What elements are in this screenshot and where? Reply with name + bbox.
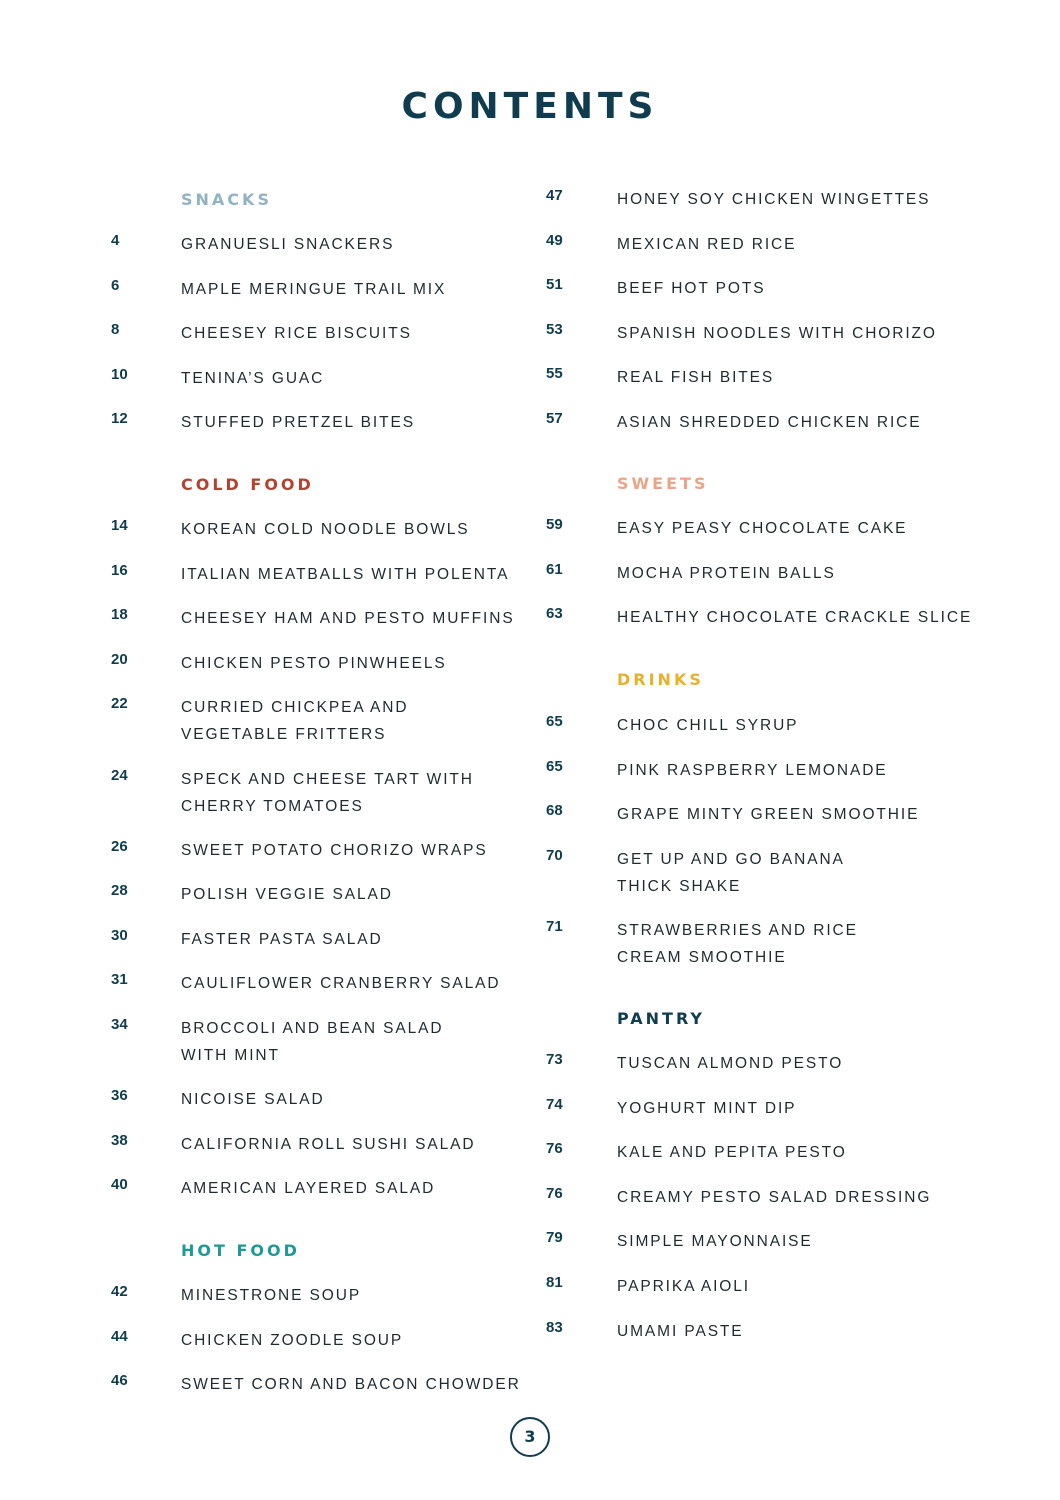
toc-page-number: 51: [546, 276, 563, 294]
toc-page-number: 40: [111, 1176, 128, 1194]
section-heading-pantry: PANTRY: [617, 1009, 705, 1028]
toc-entry-title-line: SWEET POTATO CHORIZO WRAPS: [181, 841, 488, 859]
toc-entry-title-line: CHEESEY RICE BISCUITS: [181, 325, 412, 343]
toc-page-number: 46: [111, 1372, 128, 1390]
toc-entry-title-line: PINK RASPBERRY LEMONADE: [617, 761, 888, 779]
toc-page-number: 20: [111, 650, 128, 668]
toc-entry: [181, 970, 500, 997]
toc-entry-title-line: CHICKEN PESTO PINWHEELS: [181, 654, 447, 672]
toc-entry-title-line: WITH MINT: [181, 1047, 280, 1064]
toc-entry-title-line: SPANISH NOODLES WITH CHORIZO: [617, 324, 937, 342]
toc-entry: [181, 561, 509, 588]
toc-entry-title-line: GET UP AND GO BANANA: [617, 850, 845, 868]
toc-entry: [181, 276, 446, 303]
toc-page-number: 68: [546, 802, 563, 820]
toc-entry-title-line: ASIAN SHREDDED CHICKEN RICE: [617, 414, 922, 431]
toc-entry: [181, 605, 515, 632]
toc-page-number: 74: [546, 1095, 563, 1113]
toc-entry: [617, 320, 937, 347]
toc-entry-title-line: BROCCOLI AND BEAN SALAD: [181, 1020, 444, 1037]
page-title: CONTENTS: [401, 86, 659, 127]
toc-page-number: 12: [111, 410, 128, 428]
toc-entry-title-line: KALE AND PEPITA PESTO: [617, 1144, 847, 1162]
toc-entry-title-line: SPECK AND CHEESE TART WITH: [181, 770, 474, 788]
toc-entry: [617, 275, 765, 302]
toc-entry-title-line: NICOISE SALAD: [181, 1091, 325, 1109]
toc-entry-title-line: CURRIED CHICKPEA AND: [181, 699, 409, 717]
toc-entry-title-line: BEEF HOT POTS: [617, 280, 766, 298]
toc-entry: [617, 1139, 847, 1166]
toc-page-number: 16: [111, 561, 128, 579]
section-heading-cold-food: COLD FOOD: [181, 475, 314, 494]
toc-entry-title-line: MAPLE MERINGUE TRAIL MIX: [181, 280, 447, 298]
toc-entry-title-line: CHICKEN ZOODLE SOUP: [181, 1331, 404, 1349]
toc-entry: [181, 926, 383, 953]
toc-entry-title-line: VEGETABLE FRITTERS: [181, 726, 387, 744]
toc-entry-title-line: MOCHA PROTEIN BALLS: [617, 564, 836, 582]
toc-page-number: 47: [546, 187, 563, 204]
toc-page-number: 4: [111, 232, 120, 249]
toc-page-number: 24: [111, 766, 128, 784]
section-heading-drinks: DRINKS: [617, 670, 704, 689]
toc-page-number: 49: [546, 231, 563, 249]
toc-entry-title-line: YOGHURT MINT DIP: [617, 1099, 797, 1117]
page-number-badge: 3: [510, 1417, 550, 1457]
toc-entry-title-line: HONEY SOY CHICKEN WINGETTES: [617, 191, 931, 208]
toc-entry-title-line: CHERRY TOMATOES: [181, 797, 364, 815]
section-heading-hot-food: HOT FOOD: [181, 1241, 300, 1260]
toc-page-number: 61: [546, 560, 563, 578]
toc-page-number: 34: [111, 1016, 128, 1033]
toc-entry: [181, 231, 394, 258]
toc-page-number: 6: [111, 276, 120, 294]
toc-entry-title-line: TUSCAN ALMOND PESTO: [617, 1055, 844, 1072]
toc-entry: [617, 1228, 813, 1255]
toc-entry-title-line: SIMPLE MAYONNAISE: [617, 1233, 813, 1251]
toc-page-number: 76: [546, 1184, 563, 1202]
toc-entry: [181, 650, 447, 677]
section-heading-snacks: SNACKS: [181, 190, 272, 209]
toc-entry: [181, 1327, 403, 1354]
toc-page-number: 14: [111, 517, 128, 534]
section-heading-sweets: SWEETS: [617, 474, 709, 493]
toc-entry-title-line: REAL FISH BITES: [617, 369, 775, 387]
toc-entry: [181, 1282, 361, 1309]
toc-entry: [181, 1131, 476, 1158]
toc-entry: [181, 1371, 521, 1398]
toc-entry-title-line: CREAMY PESTO SALAD DRESSING: [617, 1188, 932, 1206]
toc-entry: [181, 1086, 325, 1113]
toc-entry-title-line: CREAM SMOOTHIE: [617, 948, 787, 966]
toc-page-number: 36: [111, 1087, 128, 1105]
toc-entry-title-line: CHEESEY HAM AND PESTO MUFFINS: [181, 610, 515, 628]
toc-page-number: 65: [546, 713, 563, 730]
toc-entry: [181, 320, 412, 347]
toc-page-number: 22: [111, 695, 128, 713]
toc-page-number: 38: [111, 1131, 128, 1149]
toc-entry: [617, 917, 858, 971]
toc-entry-title-line: PAPRIKA AIOLI: [617, 1278, 750, 1295]
toc-page-number: 18: [111, 606, 128, 624]
toc-entry-title-line: KOREAN COLD NOODLE BOWLS: [181, 521, 470, 538]
toc-page-number: 70: [546, 846, 563, 864]
toc-page-number: 53: [546, 320, 563, 338]
toc-page-number: 65: [546, 757, 563, 775]
toc-entry: [617, 409, 922, 436]
toc-entry: [181, 365, 324, 392]
toc-entry-title-line: CHOC CHILL SYRUP: [617, 717, 799, 734]
toc-entry: [617, 757, 888, 784]
toc-entry: [181, 694, 408, 748]
toc-entry-title-line: AMERICAN LAYERED SALAD: [181, 1180, 436, 1198]
toc-page-number: 63: [546, 605, 563, 623]
toc-entry: [617, 231, 796, 258]
toc-entry-title-line: MINESTRONE SOUP: [181, 1287, 362, 1304]
toc-entry: [617, 364, 774, 391]
toc-entry: [181, 409, 415, 436]
toc-entry: [181, 1015, 444, 1069]
toc-page-number: 59: [546, 516, 563, 533]
toc-entry: [617, 1050, 843, 1077]
toc-entry: [617, 1184, 931, 1211]
toc-entry: [617, 712, 798, 739]
toc-entry-title-line: POLISH VEGGIE SALAD: [181, 886, 393, 904]
toc-entry: [617, 604, 972, 631]
toc-entry-title-line: SWEET CORN AND BACON CHOWDER: [181, 1376, 521, 1394]
toc-page-number: 42: [111, 1283, 128, 1300]
toc-entry: [617, 515, 907, 542]
toc-entry-title-line: FASTER PASTA SALAD: [181, 930, 383, 948]
toc-entry: [181, 766, 474, 820]
toc-page-number: 71: [546, 917, 563, 935]
toc-page-number: 28: [111, 882, 128, 900]
toc-entry: [617, 560, 836, 587]
toc-entry-title-line: UMAMI PASTE: [617, 1322, 744, 1340]
toc-entry: [617, 186, 930, 213]
toc-entry-title-line: MEXICAN RED RICE: [617, 235, 797, 253]
toc-page-number: 83: [546, 1318, 563, 1336]
toc-page-number: 81: [546, 1274, 563, 1291]
toc-page-number: 10: [111, 365, 128, 383]
toc-entry-title-line: CAULIFLOWER CRANBERRY SALAD: [181, 975, 501, 993]
toc-page-number: 44: [111, 1327, 128, 1345]
toc-entry-title-line: GRAPE MINTY GREEN SMOOTHIE: [617, 806, 920, 824]
toc-entry-title-line: ITALIAN MEATBALLS WITH POLENTA: [181, 565, 510, 583]
toc-entry: [617, 1095, 796, 1122]
toc-page-number: 26: [111, 837, 128, 855]
toc-entry: [181, 516, 469, 543]
toc-entry: [181, 837, 488, 864]
toc-entry-title-line: STRAWBERRIES AND RICE: [617, 921, 858, 939]
toc-entry: [617, 846, 845, 900]
toc-page-number: 30: [111, 926, 128, 944]
toc-entry: [617, 1273, 750, 1300]
toc-entry-title-line: GRANUESLI SNACKERS: [181, 236, 395, 253]
toc-entry-title-line: HEALTHY CHOCOLATE CRACKLE SLICE: [617, 609, 973, 627]
toc-page-number: 57: [546, 410, 563, 427]
toc-page-number: 55: [546, 365, 563, 383]
toc-entry: [181, 1175, 435, 1202]
toc-entry: [617, 1318, 744, 1345]
toc-entry: [181, 881, 393, 908]
toc-page-number: 73: [546, 1051, 563, 1068]
toc-entry-title-line: CALIFORNIA ROLL SUSHI SALAD: [181, 1135, 476, 1153]
toc-entry-title-line: STUFFED PRETZEL BITES: [181, 414, 415, 432]
toc-page-number: 76: [546, 1140, 563, 1158]
toc-entry-title-line: TENINA’S GUAC: [181, 369, 325, 387]
toc-page-number: 79: [546, 1229, 563, 1247]
toc-entry: [617, 801, 919, 828]
toc-page-number: 31: [111, 971, 128, 989]
toc-page-number: 8: [111, 321, 120, 339]
toc-entry-title-line: EASY PEASY CHOCOLATE CAKE: [617, 520, 908, 537]
toc-entry-title-line: THICK SHAKE: [617, 877, 742, 895]
